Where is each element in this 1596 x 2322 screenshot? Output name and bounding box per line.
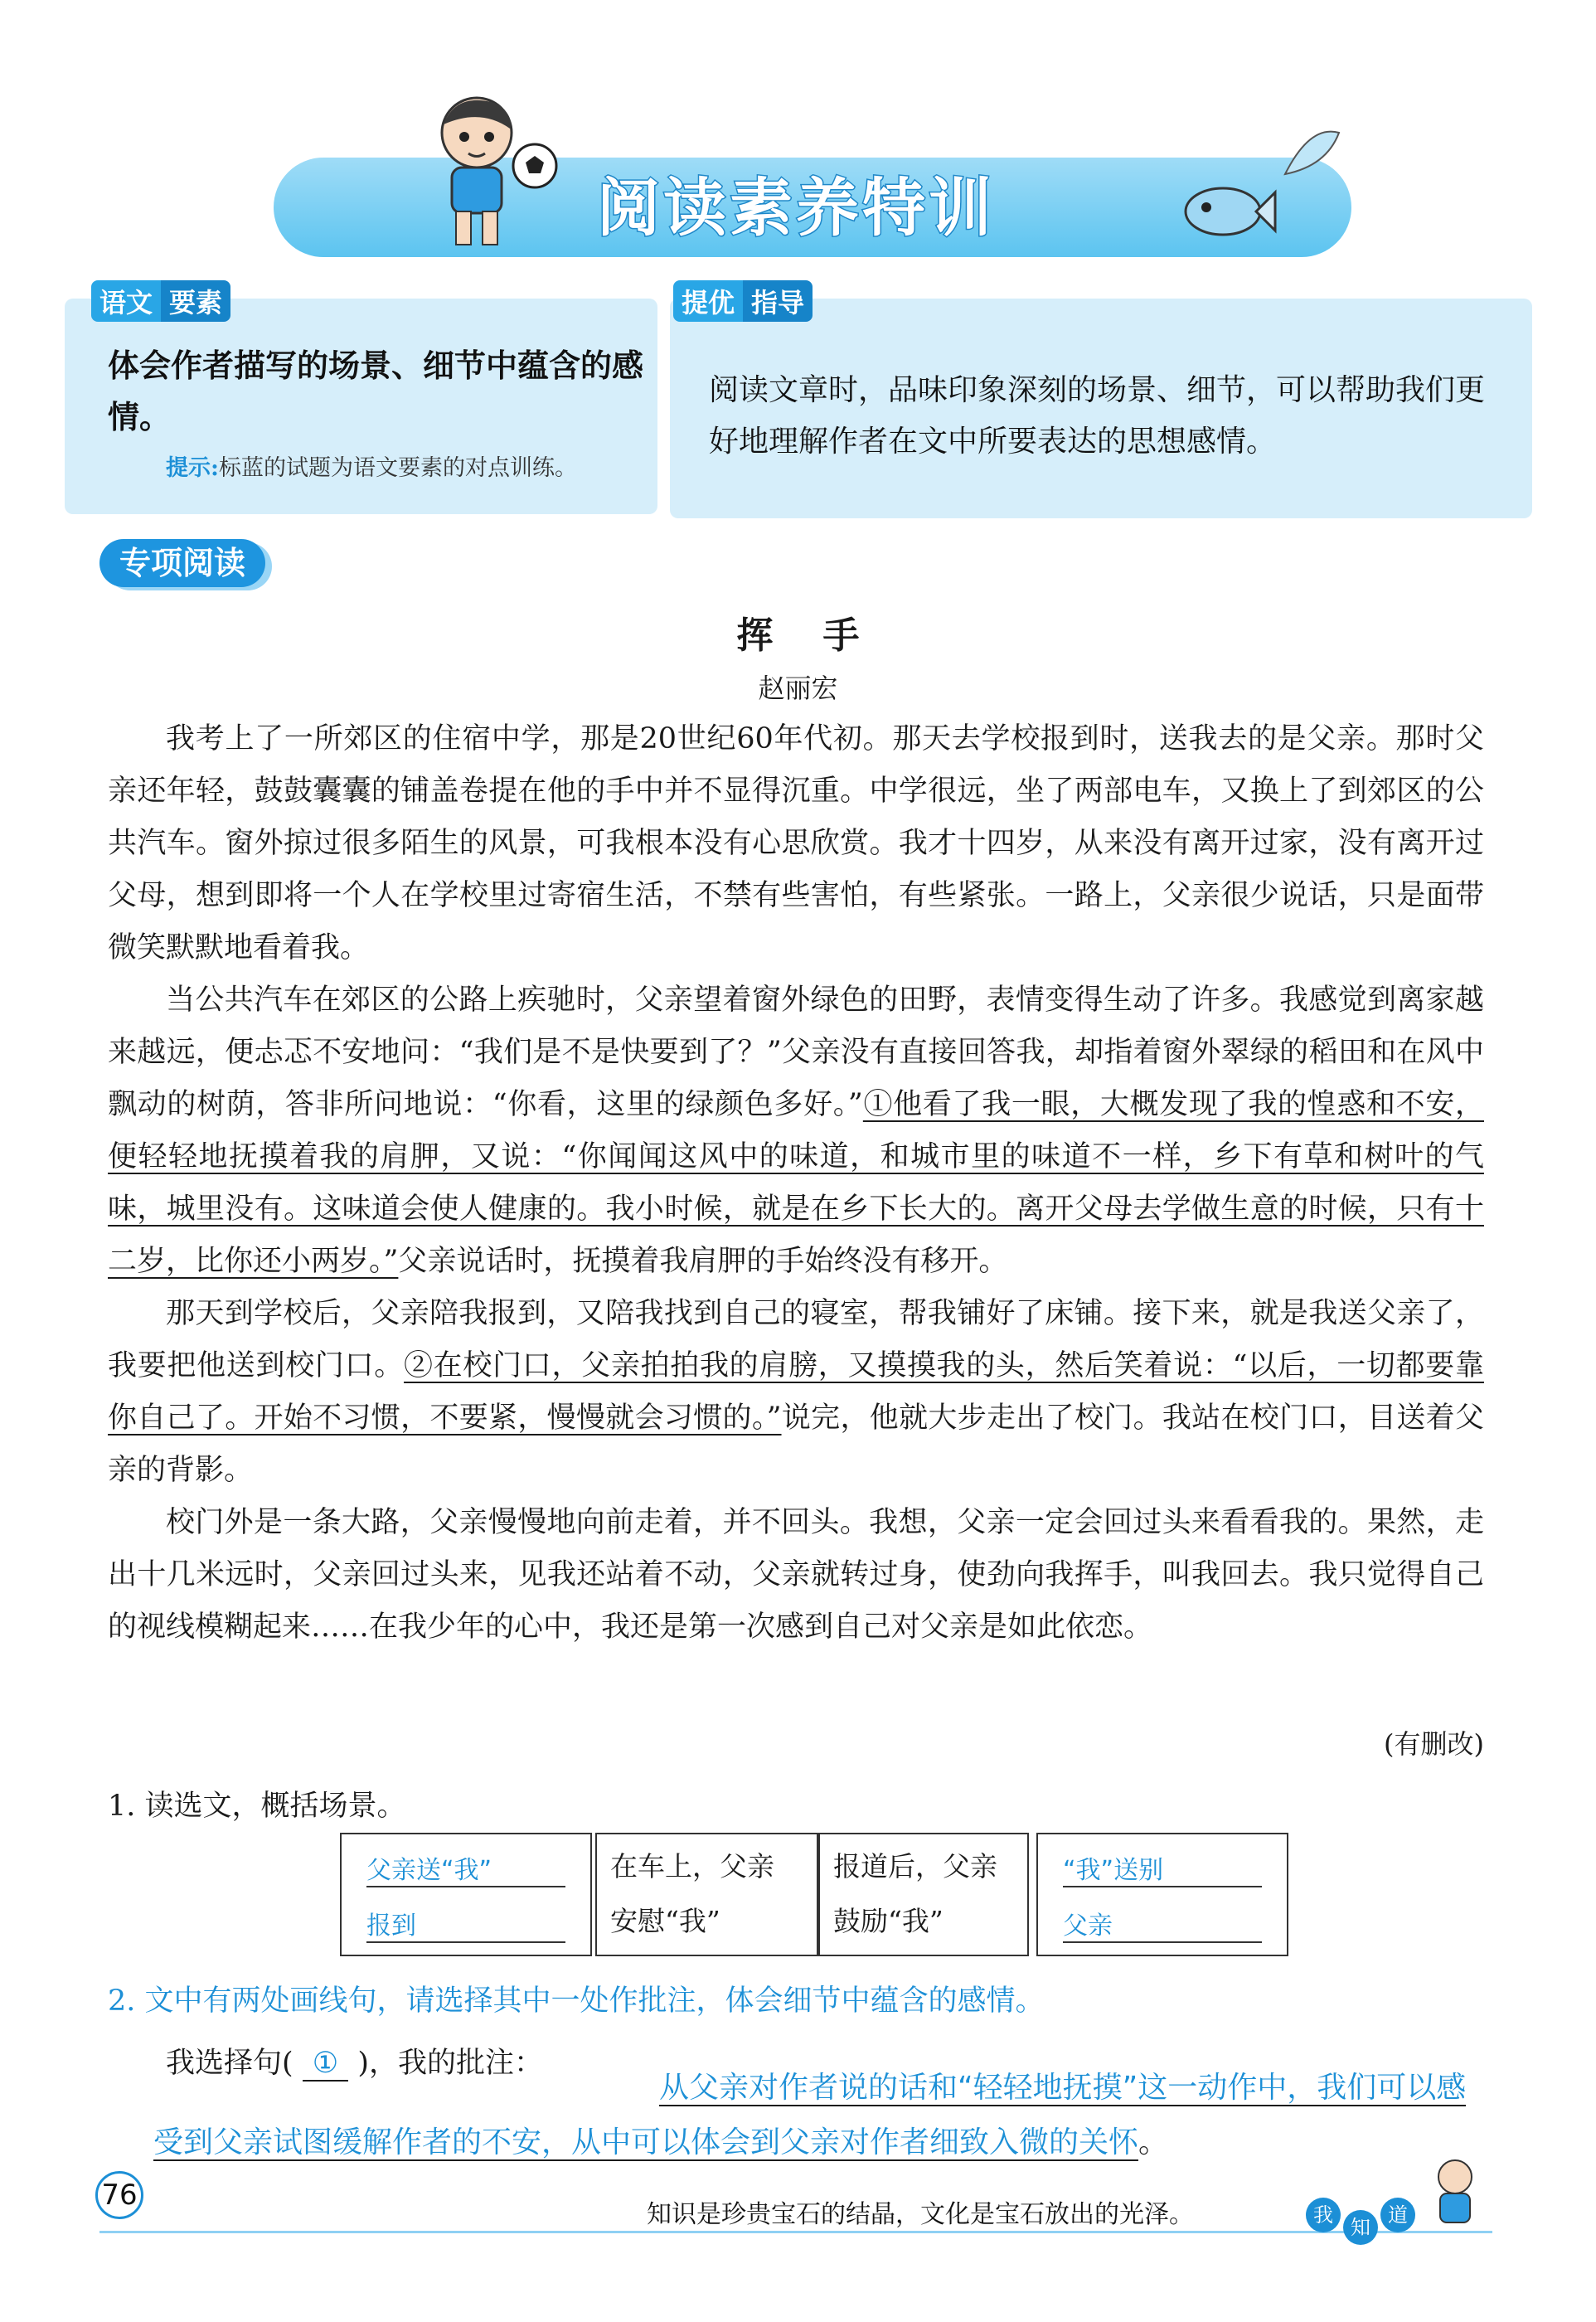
footer-divider bbox=[99, 2231, 1492, 2233]
footer-bubble-1: 我 bbox=[1306, 2198, 1341, 2232]
tiyou-tag-a: 提优 bbox=[673, 280, 743, 322]
scene-1-line1[interactable]: 父亲送“我” bbox=[366, 1849, 565, 1887]
q2-annotation-text[interactable]: 从父亲对作者说的话和“轻轻地抚摸”这一动作中，我们可以感受到父亲试图缓解作者的不安，从中可以体会到父亲对作者细致入微的关怀 bbox=[153, 2071, 1467, 2159]
yuwen-tag-a: 语文 bbox=[91, 280, 161, 322]
article-author: 赵丽宏 bbox=[758, 673, 838, 704]
scene-2-line2: 安慰“我” bbox=[610, 1905, 720, 1937]
scene-1-line2[interactable]: 报到 bbox=[366, 1905, 565, 1943]
underlined-sentence-2: ②在校门口，父亲拍拍我的肩膀，又摸摸我的头，然后笑着说：“以后，一切都要靠你自己了。开始不习惯，不要紧，慢慢就会习惯的。” bbox=[108, 1349, 1484, 1435]
underlined-sentence-1: ①他看了我一眼，大概发现了我的惶惑和不安，便轻轻地抚摸着我的肩胛，又说：“你闻闻这风中的味道，和城市里的味道不一样，乡下有草和树叶的气味，城里没有。这味道会使人健康的。我小时候，就是在乡下长大的。离开父母去学做生意的时候，只有十二岁，比你还小两岁。” bbox=[108, 1088, 1484, 1278]
q2-middle: )，我的批注： bbox=[357, 2047, 543, 2080]
hint-text: 标蓝的试题为语文要素的对点训练。 bbox=[218, 455, 577, 481]
paragraph-2 bbox=[108, 974, 1484, 1288]
scene-2-line1: 在车上，父亲 bbox=[610, 1850, 774, 1882]
tiyou-text: 阅读文章时，品味印象深刻的场景、细节，可以帮助我们更好地理解作者在文中所要表达的思想感情。 bbox=[709, 373, 1486, 459]
page-number: 76 bbox=[95, 2171, 143, 2219]
yuwen-tag bbox=[91, 280, 230, 322]
hint bbox=[166, 449, 663, 482]
question-1: 1. 读选文，概括场景。 bbox=[108, 1790, 406, 1823]
footer-boy-icon bbox=[1422, 2156, 1488, 2231]
footer-bubble-2: 知 bbox=[1343, 2210, 1378, 2245]
scene-4-line1[interactable]: “我”送别 bbox=[1063, 1849, 1262, 1887]
tiyou-tag bbox=[673, 280, 813, 322]
footer-bubble-3: 道 bbox=[1380, 2198, 1415, 2232]
q2-annotation[interactable] bbox=[153, 2061, 1488, 2170]
q2-end: 。 bbox=[1138, 2125, 1169, 2159]
leaf-icon bbox=[1277, 124, 1343, 182]
scene-box-2 bbox=[595, 1833, 818, 1956]
q2-choice[interactable]: ① bbox=[303, 2047, 348, 2082]
footer-quote: 知识是珍贵宝石的结晶，文化是宝石放出的光泽。 bbox=[647, 2200, 1194, 2229]
fish-illustration bbox=[1177, 174, 1277, 249]
banner-title: 阅读素养特训 bbox=[597, 171, 995, 245]
source-note: (有删改) bbox=[1384, 1728, 1484, 1760]
paragraph-3 bbox=[108, 1288, 1484, 1497]
scene-box-1 bbox=[340, 1833, 592, 1956]
p2-text-b: 父亲说话时，抚摸着我肩胛的手始终没有移开。 bbox=[398, 1245, 1008, 1278]
p3-text-b: 说完，他就大步走出了校门。我站在校门口，目送着父亲的背影。 bbox=[108, 1401, 1484, 1487]
scene-3-line2: 鼓励“我” bbox=[833, 1905, 944, 1937]
article-title: 挥手 bbox=[736, 615, 910, 657]
scene-3-line1: 报道后，父亲 bbox=[833, 1850, 997, 1882]
banner bbox=[274, 124, 1351, 265]
article-body bbox=[108, 713, 1484, 1654]
paragraph-4: 校门外是一条大路，父亲慢慢地向前走着，并不回头。我想，父亲一定会回过头来看看我的。果然，走出十几米远时，父亲回过头来，见我还站着不动，父亲就转过身，使劲向我挥手，叫我回去。我只觉得自己的视线模糊起来……在我少年的心中，我还是第一次感到自己对父亲是如此依恋。 bbox=[108, 1506, 1484, 1644]
paragraph-1: 我考上了一所郊区的住宿中学，那是20世纪60年代初。那天去学校报到时，送我去的是父亲。那时父亲还年轻，鼓鼓囊囊的铺盖卷提在他的手中并不显得沉重。中学很远，坐了两部电车，又换上了到郊区的公共汽车。窗外掠过很多陌生的风景，可我根本没有心思欣赏。我才十四岁，从来没有离开过家，没有离开过父母，想到即将一个人在学校里过寄宿生活，不禁有些害怕，有些紧张。一路上，父亲很少说话，只是面带微笑默默地看着我。 bbox=[108, 722, 1484, 964]
q2-prefix: 我选择句( bbox=[166, 2047, 293, 2080]
yuwen-text: 体会作者描写的场景、细节中蕴含的感情。 bbox=[108, 347, 644, 435]
scene-box-4 bbox=[1036, 1833, 1288, 1956]
question-2: 2. 文中有两处画线句，请选择其中一处作批注，体会细节中蕴含的感情。 bbox=[108, 1984, 1045, 2018]
yuwen-tag-b: 要素 bbox=[161, 280, 230, 322]
p2-text-a: 当公共汽车在郊区的公路上疾驰时，父亲望着窗外绿色的田野，表情变得生动了许多。我感觉到离家越来越远，便忐忑不安地问：“我们是不是快要到了？”父亲没有直接回答我，却指着窗外翠绿的稻田和在风中飘动的树荫，答非所问地说：“你看，这里的绿颜色多好。” bbox=[108, 984, 1484, 1121]
section-label: 专项阅读 bbox=[99, 539, 265, 587]
hint-label: 提示: bbox=[166, 455, 219, 481]
scene-box-3 bbox=[818, 1833, 1029, 1956]
scene-4-line2[interactable]: 父亲 bbox=[1063, 1905, 1262, 1943]
tiyou-tag-b: 指导 bbox=[743, 280, 813, 322]
p3-text-a: 那天到学校后，父亲陪我报到，又陪我找到自己的寝室，帮我铺好了床铺。接下来，就是我送父亲了，我要把他送到校门口。 bbox=[108, 1297, 1484, 1382]
